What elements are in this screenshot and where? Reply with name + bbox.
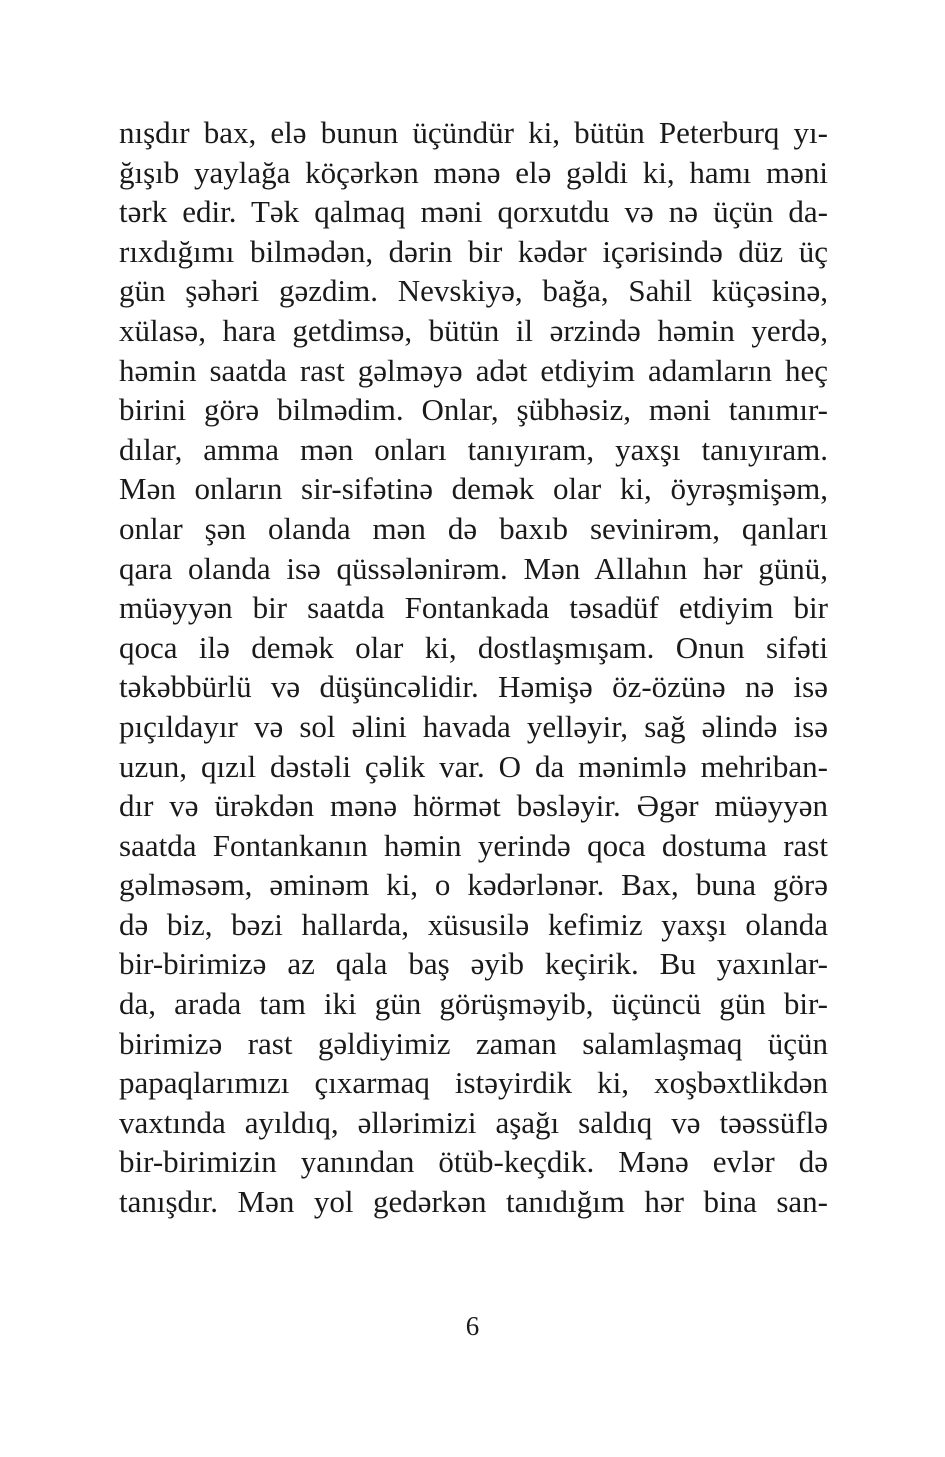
text-line: qara olanda isə qüssələnirəm. Mən Allahın hər günü, xyxy=(119,550,828,586)
text-line: onlar şən olanda mən də baxıb sevinirəm, qanları xyxy=(119,510,828,546)
text-line: qoca ilə demək olar ki, dostlaşmışam. Onun sifəti xyxy=(119,629,828,665)
text-line: bir-birimizə az qala baş əyib keçirik. Bu yaxınlar- xyxy=(119,946,828,982)
text-line: bir-birimizin yanından ötüb-keçdik. Mənə evlər də xyxy=(119,1144,828,1180)
text-line: pıçıldayır və sol əlini havada yelləyir, sağ əlində isə xyxy=(119,708,828,744)
text-line: təkəbbürlü və düşüncəlidir. Həmişə öz-özünə nə isə xyxy=(119,669,828,705)
text-line: Mən onların sir-sifətinə demək olar ki, öyrəşmişəm, xyxy=(119,471,828,507)
text-line: rıxdığımı bilmədən, dərin bir kədər içərisində düz üç xyxy=(119,233,828,269)
text-line: tanışdır. Mən yol gedərkən tanıdığım hər bina san- xyxy=(119,1184,828,1220)
text-line: ğışıb yaylağa köçərkən mənə elə gəldi ki, hamı məni xyxy=(119,154,828,190)
page-number: 6 xyxy=(465,1311,480,1341)
text-line: həmin saatda rast gəlməyə adət etdiyim adamların heç xyxy=(119,352,828,388)
body-text xyxy=(119,113,828,1222)
text-line: saatda Fontankanın həmin yerində qoca dostuma rast xyxy=(119,827,828,863)
text-line: gəlməsəm, əminəm ki, o kədərlənər. Bax, buna görə xyxy=(119,867,828,903)
text-line: dılar, amma mən onları tanıyıram, yaxşı tanıyıram. xyxy=(119,431,828,467)
text-line: müəyyən bir saatda Fontankada təsadüf etdiyim bir xyxy=(119,590,828,626)
text-line: papaqlarımızı çıxarmaq istəyirdik ki, xoşbəxtlikdən xyxy=(119,1065,828,1101)
text-line: vaxtında ayıldıq, əllərimizi aşağı saldıq və təəssüflə xyxy=(119,1104,828,1140)
text-line: birini görə bilmədim. Onlar, şübhəsiz, məni tanımır- xyxy=(119,392,828,428)
text-line: dır və ürəkdən mənə hörmət bəsləyir. Əgər müəyyən xyxy=(119,788,828,824)
text-line: gün şəhəri gəzdim. Nevskiyə, bağa, Sahil küçəsinə, xyxy=(119,273,828,309)
text-line: nışdır bax, elə bunun üçündür ki, bütün Peterburq yı- xyxy=(119,115,828,150)
text-line: uzun, qızıl dəstəli çəlik var. O da mənimlə mehriban- xyxy=(119,748,828,784)
text-line: xülasə, hara getdimsə, bütün il ərzində həmin yerdə, xyxy=(119,312,828,348)
text-line: tərk edir. Tək qalmaq məni qorxutdu və nə üçün da- xyxy=(119,194,828,230)
text-line: da, arada tam iki gün görüşməyib, üçüncü gün bir- xyxy=(119,986,828,1022)
text-line: də biz, bəzi hallarda, xüsusilə kefimiz yaxşı olanda xyxy=(119,906,828,942)
text-line: birimizə rast gəldiyimiz zaman salamlaşmaq üçün xyxy=(119,1025,828,1061)
